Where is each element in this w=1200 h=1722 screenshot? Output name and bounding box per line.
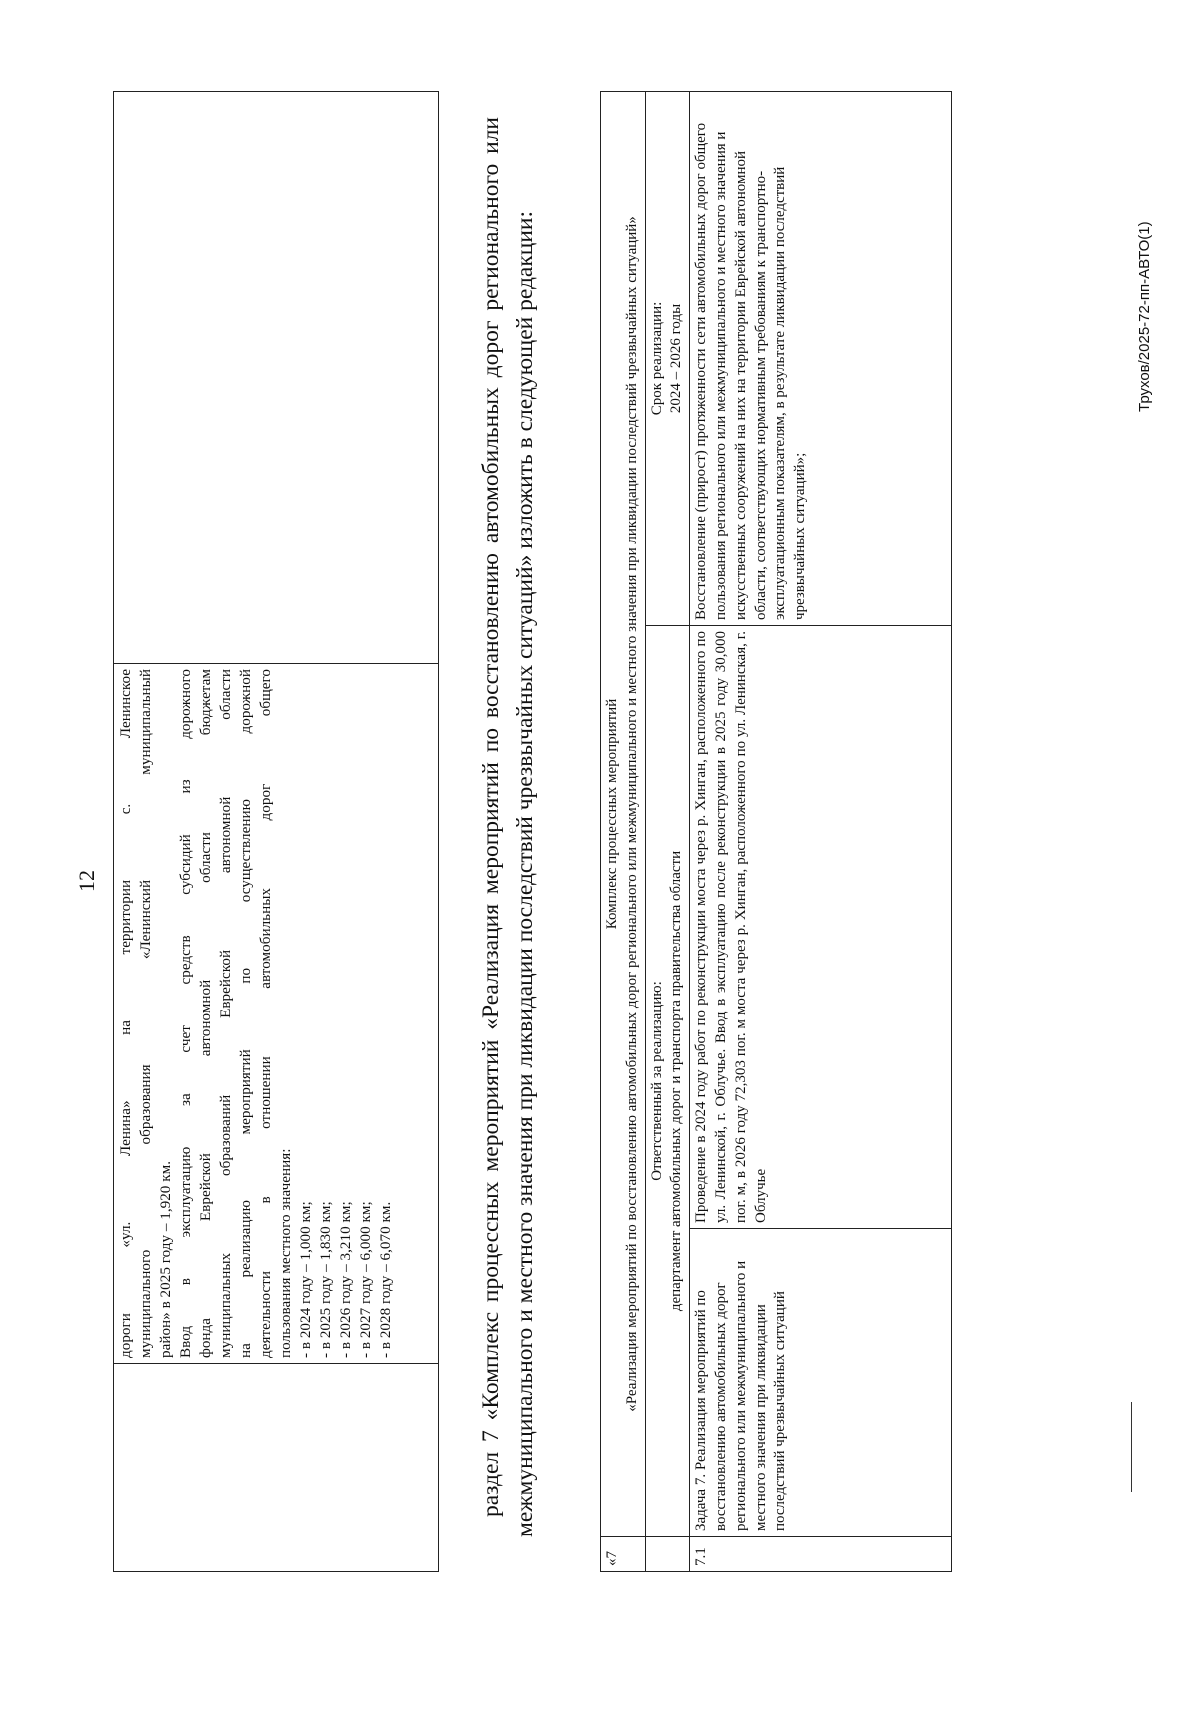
text-line: Ввод в эксплуатацию за счет средств субсидий из дорожного: [177, 669, 194, 1358]
term-label: Срок реализации:: [648, 301, 665, 416]
text-line: - в 2028 году – 6,070 км.: [377, 1201, 394, 1358]
result-cell: Восстановление (прирост) протяженности сети автомобильных дорог общего пользования регионального или межмуниципального и местного значения и искусственных сооружений на них на территории Еврейской автономной области, соответствующих нормативным требованиям к транспортно-эксплуатационным показателям, в результате ликвидации последствий чрезвычайных ситуаций»;: [690, 91, 952, 625]
task-cell: Задача 7. Реализация мероприятий по восстановлению автомобильных дорог регионального или межмуниципального и местного значения при ликвидации последствий чрезвычайных ситуаций: [690, 1229, 952, 1537]
table-row: [601, 91, 646, 1571]
complex-number: «7: [601, 1537, 646, 1572]
empty-cell: [114, 92, 439, 664]
responsible-label: Ответственный за реализацию:: [648, 981, 665, 1181]
text-line: - в 2027 году – 6,000 км;: [357, 1201, 374, 1358]
section-heading: [475, 117, 542, 1537]
section-heading-text: раздел 7 «Комплекс процессных мероприятий «Реализация мероприятий по восстановлению автомобильных дорог регионального или межмуниципального и местного значения при ликвидации последствий чрезвычайных ситуаций» изложить в следующей редакции:: [478, 117, 538, 1537]
table-row: [690, 91, 952, 1571]
complex-title-cell: [601, 91, 646, 1536]
text-line: - в 2026 году – 3,210 км;: [337, 1201, 354, 1358]
text-line: муниципального образования «Ленинский муниципальный: [137, 669, 154, 1358]
text-line: муниципальных образований Еврейской автономной области: [217, 669, 234, 1358]
row-number: 7.1: [690, 1537, 952, 1572]
responsible-value: департамент автомобильных дорог и транспорта правительства области: [668, 850, 685, 1312]
description-cell: Проведение в 2024 году работ по реконструкции моста через р. Хинган, расположенного по ул. Ленинской, г. Облучье. Ввод в эксплуатацию после реконструкции в 2025 году 30,000 пог. м, в 2026 году 72,303 пог. м моста через р. Хинган, расположенного по ул. Ленинская, г. Облучье: [690, 626, 952, 1229]
complex-subtitle: «Реализация мероприятий по восстановлению автомобильных дорог регионального или межмуниципального и местного значения при ликвидации последствий чрезвычайных ситуаций»: [623, 216, 640, 1412]
continued-table: [113, 91, 439, 1572]
term-value: 2024 – 2026 годы: [668, 303, 685, 414]
text-line: пользования местного значения:: [277, 1148, 294, 1358]
footer-code: Трухов/2025-72-пп-АВТО(1): [1136, 221, 1153, 412]
text-line: фонда Еврейской автономной области бюджетам: [197, 669, 214, 1358]
empty-cell: [114, 1364, 439, 1572]
text-line: район» в 2025 году – 1,920 км.: [157, 1161, 174, 1358]
indicator-cell: [114, 664, 439, 1364]
term-cell: [645, 91, 690, 625]
text-line: на реализацию мероприятий по осуществлению дорожной: [237, 669, 254, 1358]
table-row: [645, 91, 690, 1571]
responsible-cell: [645, 626, 690, 1537]
empty-cell: [645, 1537, 690, 1572]
text-line: - в 2025 году – 1,830 км;: [317, 1201, 334, 1358]
text-line: дороги «ул. Ленина» на территории с. Ленинское: [117, 669, 134, 1358]
process-complex-table: [600, 91, 952, 1572]
complex-title: Комплекс процессных мероприятий: [604, 698, 620, 930]
text-line: - в 2024 году – 1,000 км;: [297, 1201, 314, 1358]
page-number: 12: [74, 870, 99, 892]
text-line: деятельности в отношении автомобильных дорог общего: [257, 669, 274, 1358]
margin-line: [1131, 1402, 1132, 1492]
